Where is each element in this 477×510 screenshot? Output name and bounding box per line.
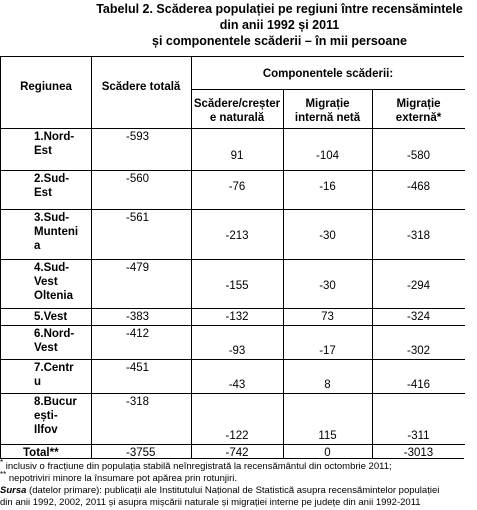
footnote-2: [0, 469, 237, 485]
region-line: Ilfov: [34, 424, 58, 436]
row-divider: [1, 259, 465, 260]
cell-total: -593: [126, 131, 150, 143]
column-divider: [91, 57, 92, 458]
row-region: [34, 172, 69, 200]
footnote-1: [0, 457, 392, 473]
row-divider: [1, 170, 465, 171]
table-title: [82, 1, 477, 49]
title-line-3: și componentele scăderii – în mii persoane: [152, 34, 407, 48]
region-line: 4.Sud-: [34, 262, 70, 274]
cell-external: -318: [406, 230, 431, 242]
region-line: 7.Centr: [34, 362, 74, 374]
region-line: Vest: [34, 276, 58, 288]
row-region: [34, 327, 74, 355]
header-total: Scădere totală: [101, 81, 181, 93]
title-line-1: Tabelul 2. Scăderea populației pe regiuni între recensămintele: [96, 2, 463, 16]
region-line: 6.Nord-: [34, 328, 75, 340]
region-line: 1.Nord-: [34, 131, 75, 143]
region-line: 2.Sud-: [34, 173, 70, 185]
row-divider: [1, 308, 465, 309]
cell-total: -383: [126, 311, 150, 323]
total-total: -3755: [126, 447, 156, 459]
header-external: [372, 97, 465, 125]
cell-natural: -76: [228, 181, 246, 193]
footnote-1-mark: *: [0, 457, 4, 467]
cell-total: -560: [126, 173, 150, 185]
header-natural: [191, 97, 283, 125]
cell-total: -412: [126, 328, 150, 340]
cell-natural: -93: [228, 345, 246, 357]
column-divider: [372, 89, 373, 458]
source-label: Sursa: [0, 485, 27, 496]
region-line: Munteni: [34, 226, 79, 238]
cell-internal: -104: [315, 150, 340, 162]
header-internal-line-2: internă netă: [294, 112, 361, 124]
cell-total: -451: [126, 362, 150, 374]
header-natural-line-2: e naturală: [209, 112, 265, 124]
cell-total: -479: [126, 262, 150, 274]
header-external-line-1: Migrație: [396, 98, 441, 110]
header-divider: [1, 128, 465, 129]
header-external-line-2: externă*: [395, 112, 442, 124]
region-line: 5.Vest: [34, 311, 68, 323]
region-line: a: [34, 240, 41, 252]
row-region: [34, 261, 73, 303]
region-line: ești-: [34, 410, 58, 422]
total-external: -3013: [403, 447, 434, 459]
source-text-1: (datelor primare): publicații ale Institutului Național de Statistică asupra recensămintelor populației: [26, 485, 440, 496]
cell-internal: 8: [324, 379, 331, 391]
cell-internal: 115: [318, 430, 337, 442]
cell-external: -311: [407, 430, 430, 442]
cell-natural: 91: [230, 150, 244, 162]
source-line-2: din anii 1992, 2002, 2011 și asupra mișcării naturale și migrației interne pe județe din anii 1992-2011: [0, 497, 421, 508]
header-components: Componentele scăderii:: [262, 68, 394, 80]
cell-natural: -43: [228, 379, 246, 391]
total-divider: [1, 444, 465, 445]
cell-natural: -132: [225, 311, 249, 323]
cell-natural: -155: [225, 280, 249, 292]
total-natural: -742: [225, 447, 249, 459]
header-internal-line-1: Migrație: [305, 98, 350, 110]
cell-total: -318: [126, 396, 150, 408]
data-table: [0, 56, 464, 459]
footnote-2-text: nepotriviri minore la însumare pot apărea prin rotunjiri.: [8, 473, 237, 484]
cell-external: -580: [406, 150, 431, 162]
cell-external: -468: [406, 181, 431, 193]
cell-internal: -30: [319, 230, 336, 242]
row-region: [34, 395, 77, 437]
total-internal: 0: [324, 447, 331, 459]
footnote-2-mark: **: [0, 469, 7, 479]
cell-internal: 73: [321, 311, 334, 323]
cell-internal: -30: [319, 280, 336, 292]
cell-external: -416: [406, 379, 431, 391]
footnote-1-text: inclusiv o fracțiune din populația stabilă neînregistrată la recensământul din octombrie 2011;: [5, 461, 392, 472]
row-region: [34, 361, 74, 389]
cell-external: -302: [406, 345, 431, 357]
column-divider: [283, 89, 284, 458]
region-line: Vest: [34, 342, 58, 354]
cell-natural: -213: [225, 230, 249, 242]
components-divider: [191, 89, 465, 90]
header-natural-line-1: Scădere/creșter: [193, 98, 281, 110]
total-label: Total**: [23, 447, 59, 459]
row-divider: [1, 209, 465, 210]
row-divider: [1, 393, 465, 394]
source-line-1: [0, 485, 439, 497]
cell-total: -561: [126, 212, 150, 224]
row-divider: [1, 359, 465, 360]
row-region: [34, 130, 74, 158]
region-line: Est: [34, 187, 52, 199]
region-line: Oltenia: [34, 290, 73, 302]
row-region: [34, 211, 78, 253]
cell-external: -294: [406, 280, 431, 292]
cell-external: -324: [406, 311, 431, 323]
region-line: 3.Sud-: [34, 212, 70, 224]
title-line-2: din anii 1992 și 2011: [219, 18, 340, 32]
region-line: 8.Bucur: [34, 396, 77, 408]
header-region: Regiunea: [20, 81, 72, 93]
cell-internal: -17: [319, 345, 336, 357]
row-divider: [1, 325, 465, 326]
row-region: [34, 310, 67, 324]
header-internal: [283, 97, 372, 125]
cell-natural: -122: [225, 430, 249, 442]
cell-internal: -16: [319, 181, 336, 193]
region-line: Est: [34, 145, 52, 157]
region-line: u: [34, 376, 42, 388]
